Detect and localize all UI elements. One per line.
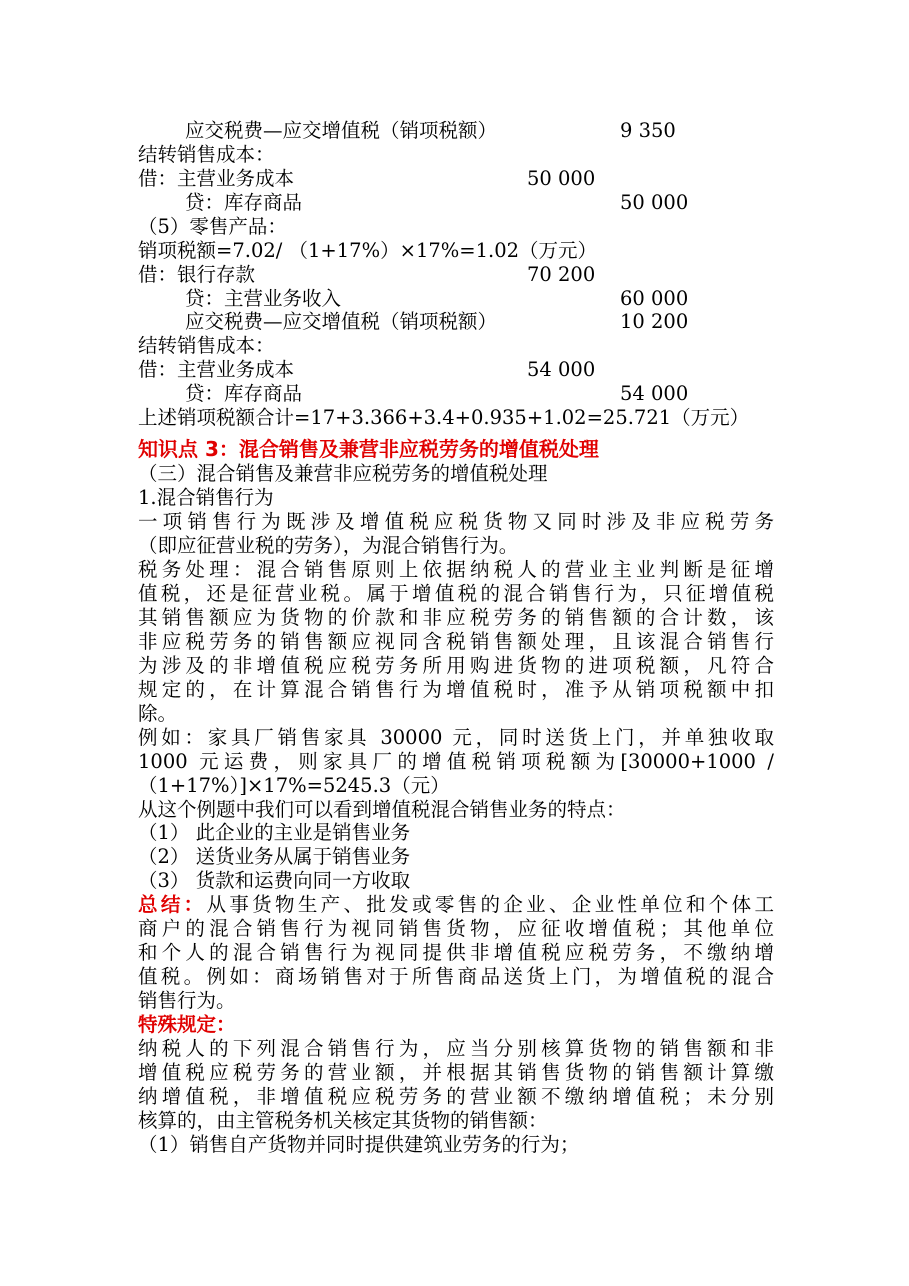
example-line: 例如：家具厂销售家具 30000 元，同时送货上门，并单独收取	[138, 726, 774, 749]
summary-line-1	[138, 893, 774, 917]
entry-line: 借：主营业务成本	[138, 358, 295, 381]
debit-amount: 50 000	[527, 167, 596, 190]
special-line: 增值税应税劳务的营业额，并根据其销售货物的销售额计算缴	[138, 1061, 774, 1084]
paragraph-line: （即应征营业税的劳务），为混合销售行为。	[138, 534, 519, 557]
paragraph-line: 其销售额应为货物的价款和非应税劳务的销售额的合计数，该	[138, 606, 774, 629]
knowledge-heading: 知识点 3：混合销售及兼营非应税劳务的增值税处理	[138, 437, 599, 461]
feature-item: （3） 货款和运费向同一方收取	[138, 869, 411, 892]
example-line: 1000 元运费，则家具厂的增值税销项税额为[30000+1000 /	[138, 750, 774, 773]
entry-line: 贷：库存商品	[185, 382, 303, 405]
entry-line: （5）零售产品：	[138, 215, 287, 238]
entry-line: 结转销售成本：	[138, 334, 275, 357]
special-line: 核算的，由主管税务机关核定其货物的销售额：	[138, 1109, 548, 1132]
summary-text: 从事货物生产、批发或零售的企业、企业性单位和个体工	[206, 893, 774, 916]
special-line: 纳税人的下列混合销售行为，应当分别核算货物的销售额和非	[138, 1037, 774, 1060]
features-intro: 从这个例题中我们可以看到增值税混合销售业务的特点：	[138, 798, 626, 821]
entry-line: 借：银行存款	[138, 263, 256, 286]
entry-line: 应交税费—应交增值税（销项税额）	[185, 119, 498, 142]
credit-amount: 54 000	[620, 382, 689, 405]
example-line: （1+17%）]×17%=5245.3（元）	[138, 774, 450, 797]
credit-amount: 9 350	[620, 119, 676, 142]
paragraph-line: 值税，还是征营业税。属于增值税的混合销售行为，只征增值税	[138, 582, 774, 605]
summary-line: 商户的混合销售行为视同销售货物，应征收增值税；其他单位	[138, 917, 774, 940]
paragraph-line: 除。	[138, 702, 178, 725]
summary-label: 总结：	[138, 893, 207, 916]
section-title: （三）混合销售及兼营非应税劳务的增值税处理	[138, 462, 548, 485]
special-line: （1）销售自产货物并同时提供建筑业劳务的行为；	[138, 1133, 580, 1156]
subsection-title: 1.混合销售行为	[138, 486, 274, 509]
special-label: 特殊规定：	[138, 1013, 236, 1036]
entry-line: 借：主营业务成本	[138, 167, 295, 190]
feature-item: （2） 送货业务从属于销售业务	[138, 845, 411, 868]
debit-amount: 70 200	[527, 263, 596, 286]
debit-amount: 54 000	[527, 358, 596, 381]
paragraph-line: 规定的，在计算混合销售行为增值税时，准予从销项税额中扣	[138, 678, 774, 701]
feature-item: （1） 此企业的主业是销售业务	[138, 821, 411, 844]
paragraph-line: 一项销售行为既涉及增值税应税货物又同时涉及非应税劳务	[138, 510, 774, 533]
entry-line: 贷：库存商品	[185, 191, 303, 214]
entry-line: 应交税费—应交增值税（销项税额）	[185, 310, 498, 333]
paragraph-line: 为涉及的非增值税应税劳务所用购进货物的进项税额，凡符合	[138, 654, 774, 677]
special-line: 纳增值税，非增值税应税劳务的营业额不缴纳增值税；未分别	[138, 1085, 774, 1108]
paragraph-line: 非应税劳务的销售额应视同含税销售额处理，且该混合销售行	[138, 630, 774, 653]
entry-line: 贷：主营业务收入	[185, 287, 342, 310]
entry-line: 销项税额=7.02/ （1+17%）×17%=1.02（万元）	[138, 239, 598, 262]
entry-line: 上述销项税额合计=17+3.366+3.4+0.935+1.02=25.721（万元）	[138, 406, 750, 429]
credit-amount: 10 200	[620, 310, 689, 333]
summary-line: 和个人的混合销售行为视同提供非增值税应税劳务，不缴纳增	[138, 941, 774, 964]
credit-amount: 60 000	[620, 287, 689, 310]
credit-amount: 50 000	[620, 191, 689, 214]
entry-line: 结转销售成本：	[138, 143, 275, 166]
summary-line: 值税。例如：商场销售对于所售商品送货上门，为增值税的混合	[138, 965, 774, 988]
summary-line: 销售行为。	[138, 989, 236, 1012]
paragraph-line: 税务处理：混合销售原则上依据纳税人的营业主业判断是征增	[138, 558, 774, 581]
